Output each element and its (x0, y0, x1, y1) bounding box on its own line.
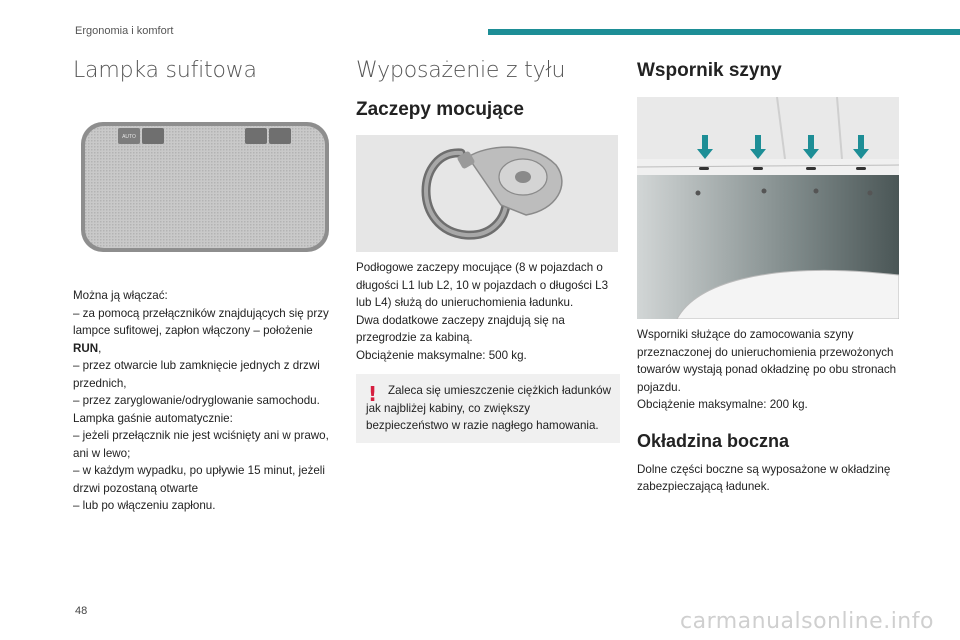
warning-exclamation-icon: ! (368, 382, 378, 406)
heading-rail-bracket: Wspornik szyny (637, 60, 782, 81)
warning-box (356, 374, 620, 443)
rail-bracket-image (637, 97, 899, 319)
warning-text: Zaleca się umieszczenie ciężkich ładunków jak najbliżej kabiny, co zwiększy bezpieczeństwo w razie nagłego hamowania. (366, 384, 611, 432)
side-lining-text: Dolne części boczne są wyposażone w okładzinę zabezpieczającą ładunek. (637, 462, 891, 493)
ceiling-lamp-image (73, 116, 335, 265)
lashing-rings-text: Podłogowe zaczepy mocujące (8 w pojazdach o długości L1 lub L2, 10 w pojazdach o długości L3 lub L4) służą do unieruchomienia ładunku. Dwa dodatkowe zaczepy znajdują się na przegrodzie za kabiną. Obciążenie maksymalne: 500 kg. (356, 261, 609, 362)
ceiling-lamp-illustration (73, 116, 335, 265)
header-accent-bar (488, 29, 960, 35)
watermark: carmanualsonline.info (680, 609, 934, 634)
rail-bracket-text: Wsporniki służące do zamocowania szyny przeznaczonej do unieruchomienia przewożonych towarów wystają ponad okładzinę po obu stronach pojazdu. Obciążenie maksymalne: 200 kg. (637, 328, 897, 411)
rail-bracket-illustration (637, 97, 899, 319)
column-rear-equipment (356, 58, 620, 443)
lashing-ring-illustration (356, 135, 618, 252)
lamp-auto-label: AUTO (122, 134, 136, 140)
section-header: Ergonomia i komfort (75, 25, 174, 37)
ceiling-lamp-text: Można ją włączać: – za pomocą przełączników znajdujących się przy lampce sufitowej, zapłon włączony – położenie RUN, – przez otwarcie lub zamknięcie jednych z drzwi przednich, – przez zaryglowanie/odryglowanie samochodu. Lampka gaśnie automatycznie: – jeżeli przełącznik nie jest wciśnięty ani w prawo, ani w lewo; – w każdym wypadku, po upływie 15 minut, jeżeli drzwi pozostaną otwarte – lub po włączeniu zapłonu. (73, 289, 329, 512)
heading-lashing-rings: Zaczepy mocujące (356, 99, 524, 120)
column-ceiling-lamp (73, 58, 335, 515)
heading-rear-equipment: Wyposażenie z tyłu (356, 58, 566, 83)
heading-side-lining: Okładzina boczna (637, 430, 790, 451)
heading-ceiling-lamp: Lampka sufitowa (73, 58, 257, 83)
lashing-ring-image (356, 135, 618, 252)
column-rail-bracket (637, 58, 901, 496)
page-number: 48 (75, 605, 88, 617)
